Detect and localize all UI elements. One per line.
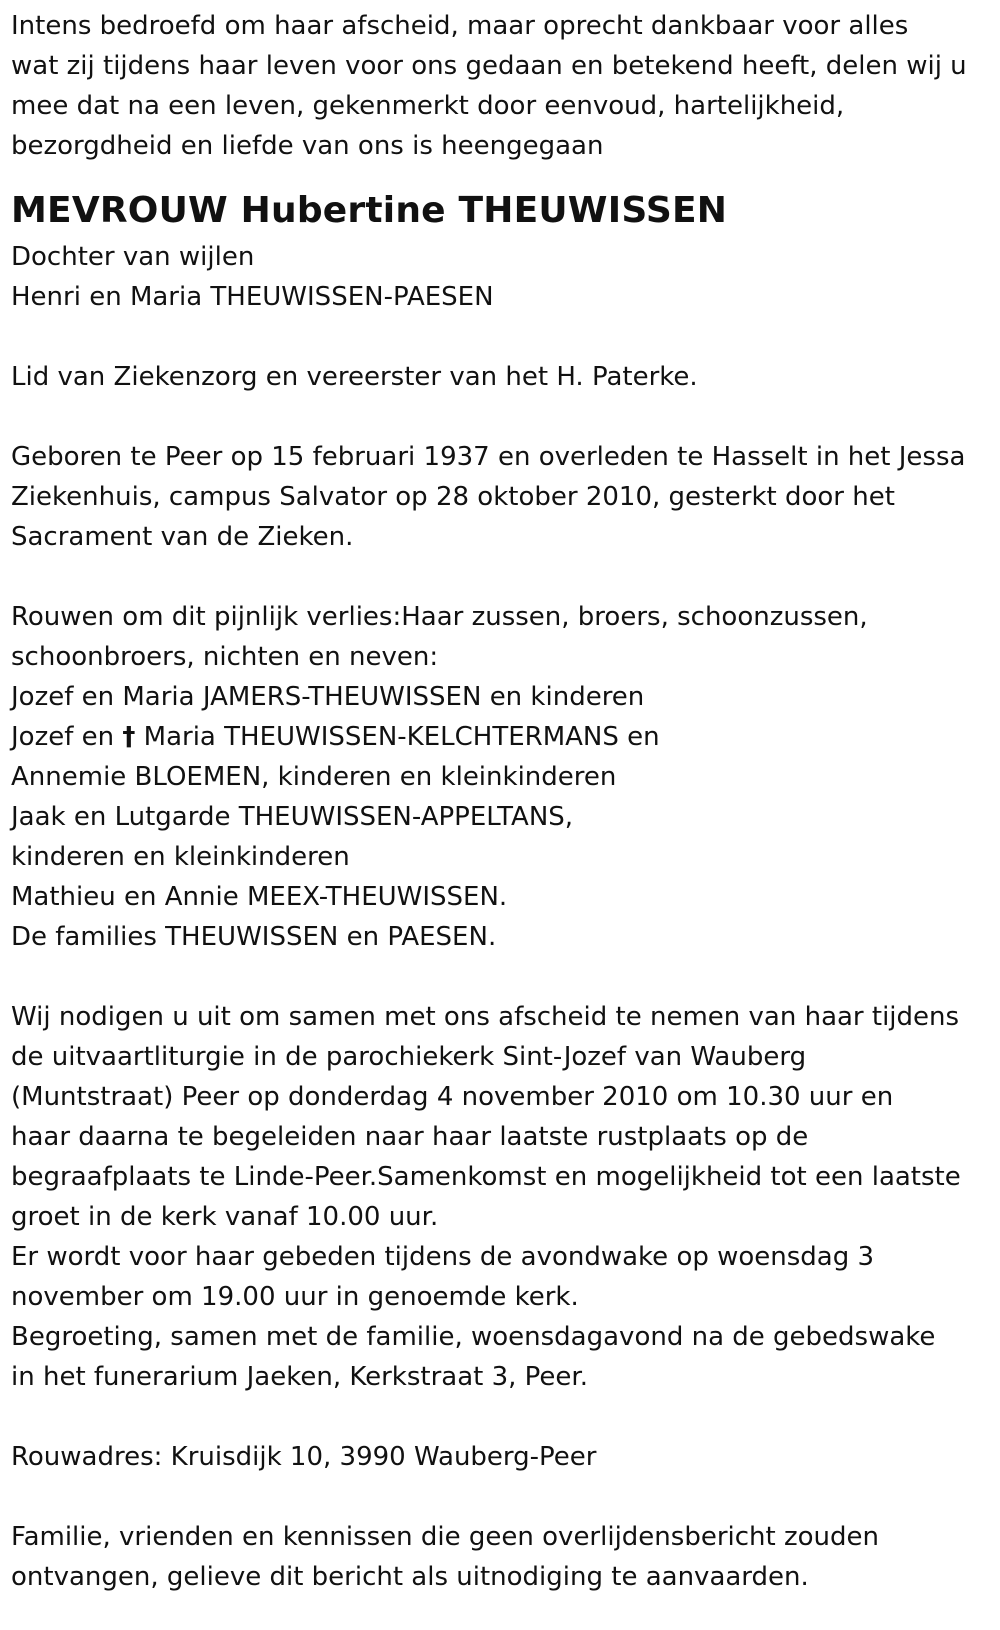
ceremony-line: haar daarna te begeleiden naar haar laatste rustplaats op de: [11, 1122, 809, 1152]
intro-line: mee dat na een leven, gekenmerkt door eenvoud, hartelijkheid,: [11, 91, 845, 121]
deceased-name: MEVROUW Hubertine THEUWISSEN: [11, 190, 728, 231]
mourner-family: [11, 717, 996, 757]
closing-paragraph: [11, 1517, 996, 1597]
ceremony-line: Wij nodigen u uit om samen met ons afscheid te nemen van haar tijdens: [11, 1002, 960, 1032]
mourner-family: kinderen en kleinkinderen: [11, 842, 350, 872]
ceremony-line: in het funerarium Jaeken, Kerkstraat 3, Peer.: [11, 1362, 588, 1392]
mourners-intro: Rouwen om dit pijnlijk verlies:Haar zussen, broers, schoonzussen,: [11, 602, 868, 632]
mourner-name-part: Maria THEUWISSEN-KELCHTERMANS en: [135, 722, 660, 752]
mourners-list: [11, 597, 996, 957]
mourner-name-part: Jozef en: [11, 722, 123, 752]
membership-text: Lid van Ziekenzorg en vereerster van het H. Paterke.: [11, 362, 698, 392]
intro-line: bezorgdheid en liefde van ons is heengegaan: [11, 131, 604, 161]
ceremony-line: (Muntstraat) Peer op donderdag 4 november 2010 om 10.30 uur en: [11, 1082, 894, 1112]
mourner-family: De families THEUWISSEN en PAESEN.: [11, 922, 497, 952]
intro-line: wat zij tijdens haar leven voor ons gedaan en betekend heeft, delen wij u: [11, 51, 967, 81]
closing-line: Familie, vrienden en kennissen die geen overlijdensbericht zouden: [11, 1522, 879, 1552]
ceremony-line: Begroeting, samen met de familie, woensdagavond na de gebedswake: [11, 1322, 936, 1352]
spacer: [11, 1477, 996, 1517]
deceased-cross-icon: †: [122, 722, 136, 752]
mourner-family: Mathieu en Annie MEEX-THEUWISSEN.: [11, 882, 508, 912]
birth-death-paragraph: [11, 437, 996, 557]
closing-line: ontvangen, gelieve dit bericht als uitnodiging te aanvaarden.: [11, 1562, 809, 1592]
spacer: [11, 557, 996, 597]
parents-block: [11, 237, 996, 317]
spacer: [11, 1397, 996, 1437]
intro-line: Intens bedroefd om haar afscheid, maar oprecht dankbaar voor alles: [11, 11, 909, 41]
ceremony-line: november om 19.00 uur in genoemde kerk.: [11, 1282, 579, 1312]
mourner-family: Jaak en Lutgarde THEUWISSEN-APPELTANS,: [11, 802, 574, 832]
ceremony-line: de uitvaartliturgie in de parochiekerk Sint-Jozef van Wauberg: [11, 1042, 807, 1072]
spacer: [11, 317, 996, 357]
mourning-address: Rouwadres: Kruisdijk 10, 3990 Wauberg-Peer: [11, 1442, 597, 1472]
ceremony-line: groet in de kerk vanaf 10.00 uur.: [11, 1202, 439, 1232]
intro-paragraph: [11, 6, 996, 166]
ceremony-paragraph: [11, 997, 996, 1397]
birth-death-line: Geboren te Peer op 15 februari 1937 en overleden te Hasselt in het Jessa: [11, 442, 966, 472]
obituary-notice: [11, 6, 996, 1597]
birth-death-line: Ziekenhuis, campus Salvator op 28 oktober 2010, gesterkt door het: [11, 482, 895, 512]
birth-death-line: Sacrament van de Zieken.: [11, 522, 354, 552]
spacer: [11, 397, 996, 437]
ceremony-line: Er wordt voor haar gebeden tijdens de avondwake op woensdag 3: [11, 1242, 875, 1272]
parents-names: Henri en Maria THEUWISSEN-PAESEN: [11, 282, 494, 312]
daughter-of-label: Dochter van wijlen: [11, 242, 255, 272]
ceremony-line: begraafplaats te Linde-Peer.Samenkomst en mogelijkheid tot een laatste: [11, 1162, 961, 1192]
spacer: [11, 957, 996, 997]
mourner-family: Annemie BLOEMEN, kinderen en kleinkinderen: [11, 762, 617, 792]
mourners-intro-continued: schoonbroers, nichten en neven:: [11, 642, 439, 672]
mourner-family: Jozef en Maria JAMERS-THEUWISSEN en kinderen: [11, 682, 645, 712]
